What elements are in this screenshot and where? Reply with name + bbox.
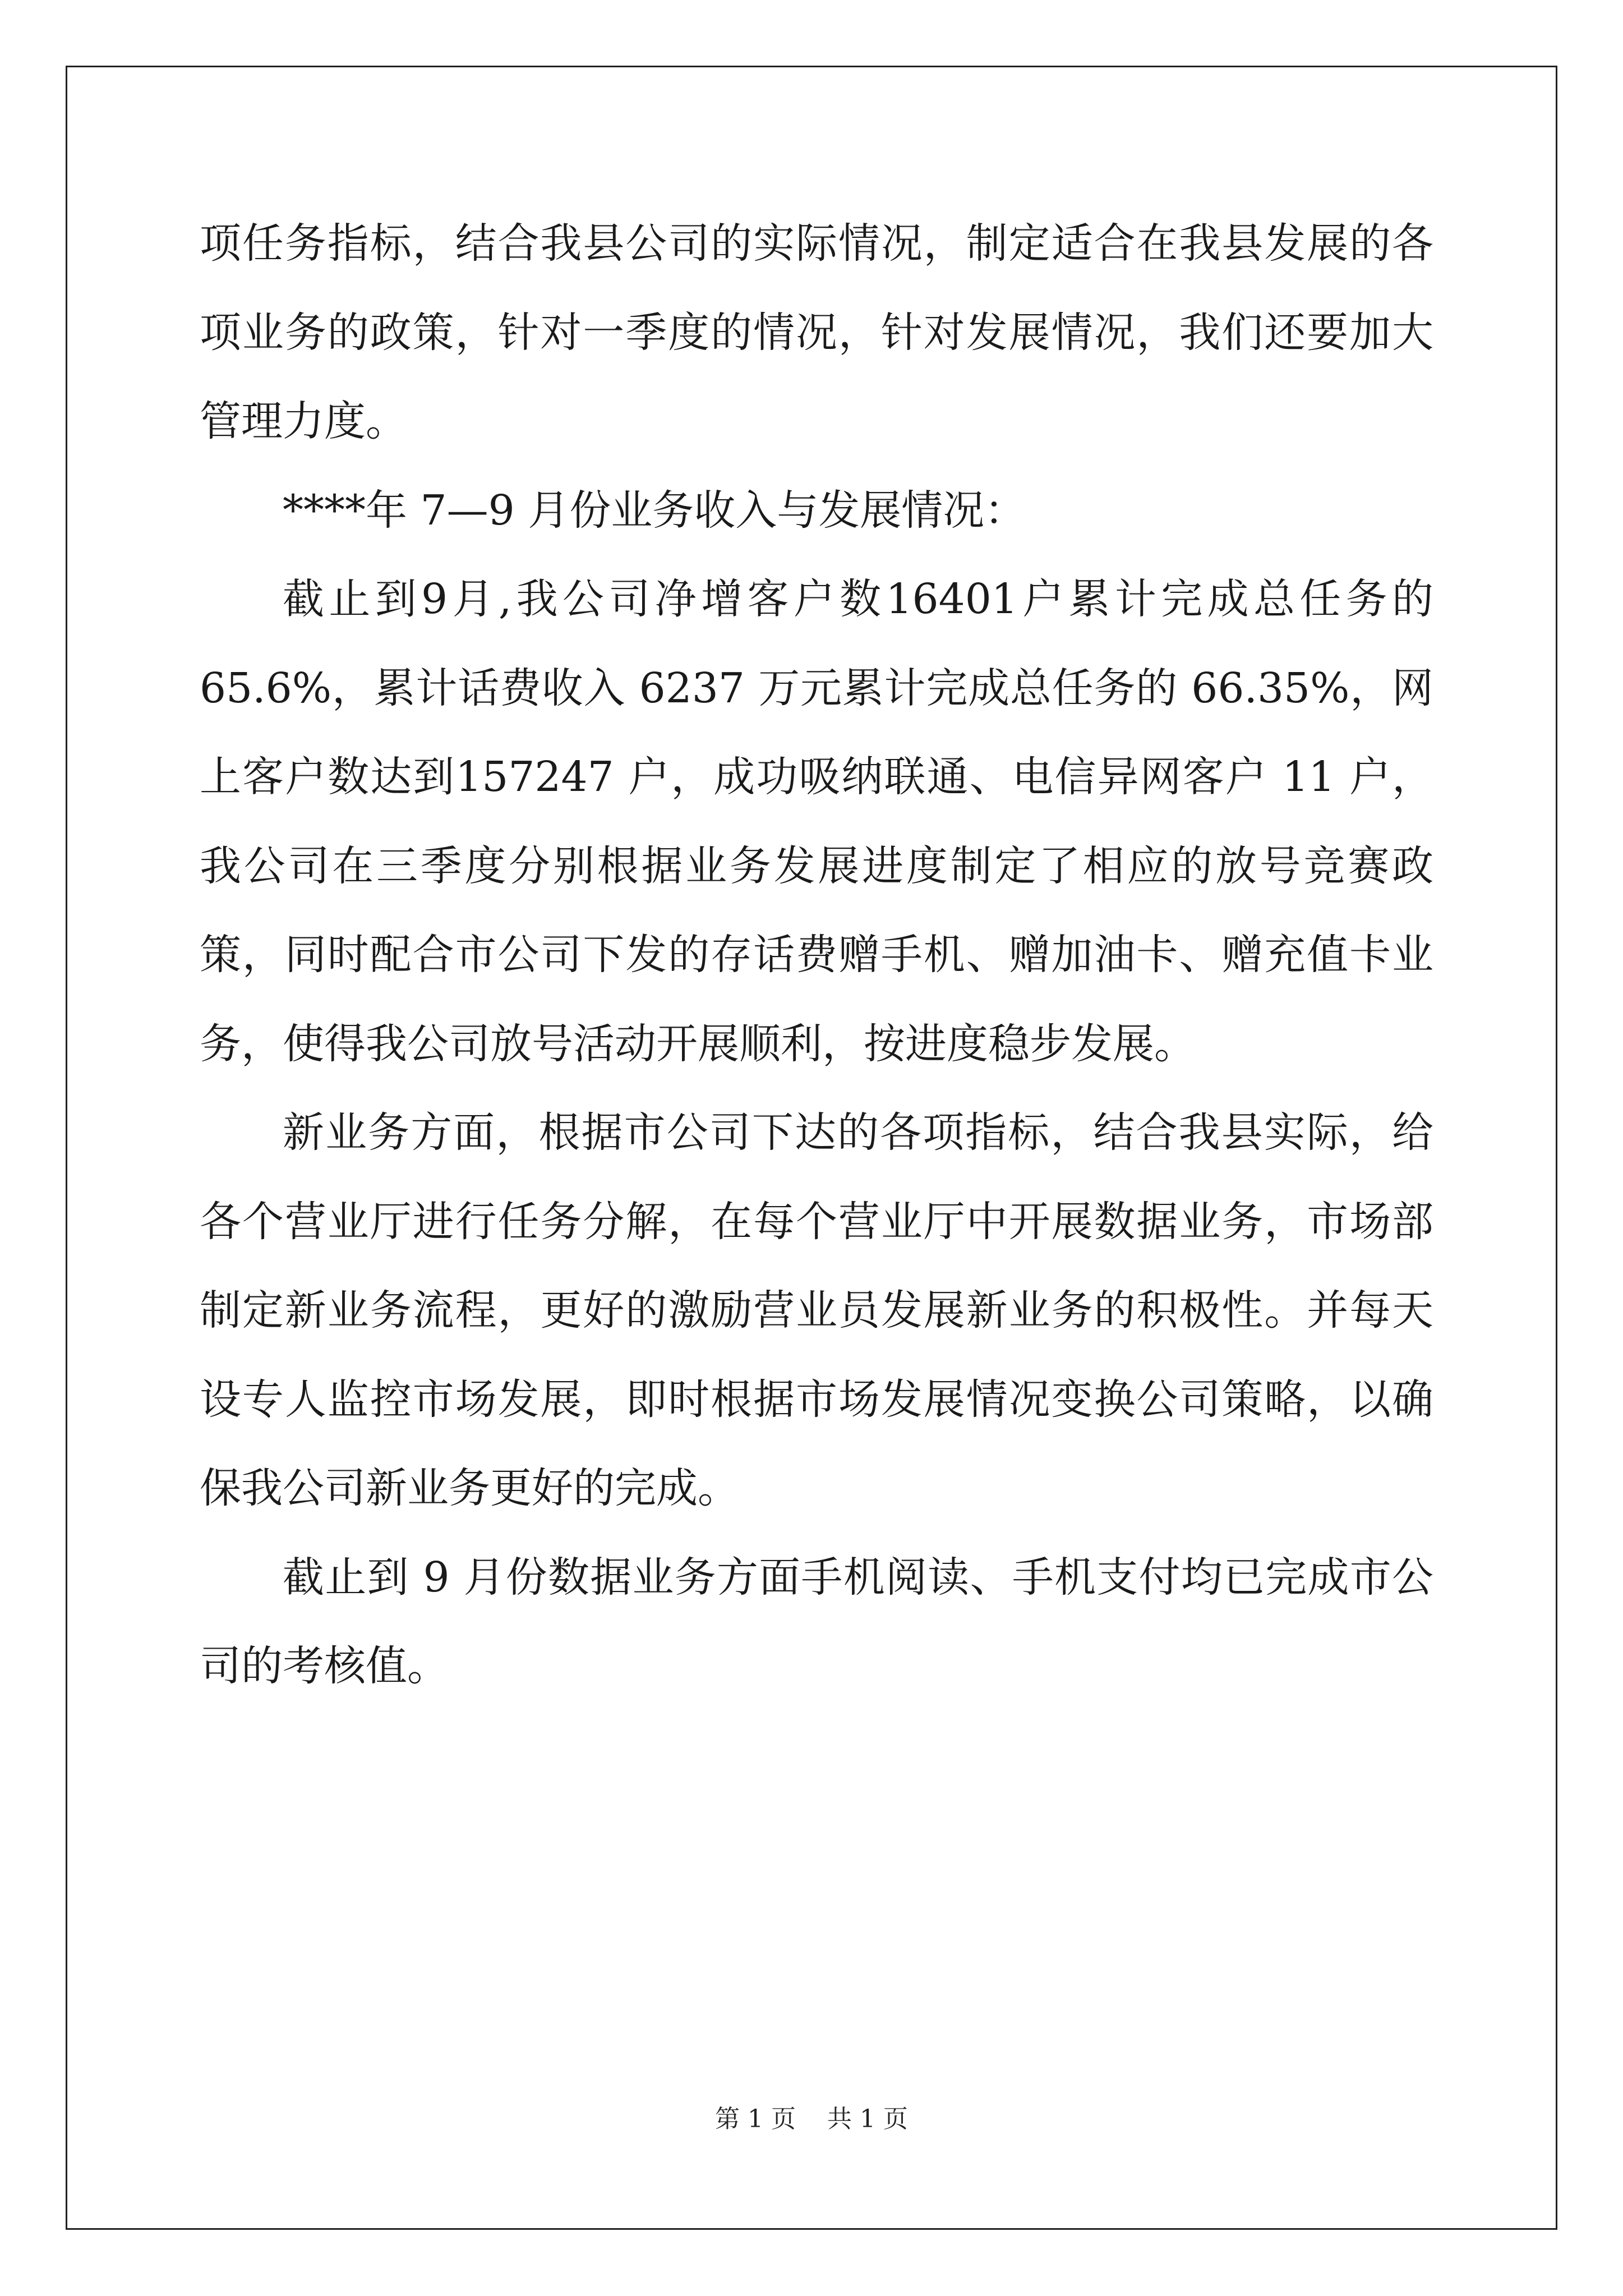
paragraph-continued: 项任务指标，结合我县公司的实际情况，制定适合在我县发展的各项业务的政策，针对一季度的情况，针对发展情况，我们还要加大管理力度。 <box>200 219 1433 445</box>
paragraph-customer-stats: 截止到9月,我公司净增客户数16401户累计完成总任务的65.6%，累计话费收入 6237 万元累计完成总任务的 66.35%，网上客户数达到157247 户，成功吸纳联通、电信异网客户 11 户，我公司在三季度分别根据业务发展进度制定了相应的放号竞赛政策，同时配合市公司下发的存话费赠手机、赠加油卡、赠充值卡业务，使得我公司放号活动开展顺利，按进度稳步发展。 <box>200 575 1433 1068</box>
paragraph-new-business: 新业务方面，根据市公司下达的各项指标，结合我县实际，给各个营业厅进行任务分解，在每个营业厅中开展数据业务，市场部制定新业务流程，更好的激励营业员发展新业务的积极性。并每天设专人监控市场发展，即时根据市场发展情况变换公司策略，以确保我公司新业务更好的完成。 <box>200 1108 1433 1512</box>
page-total: 共 1 页 <box>827 2105 908 2133</box>
page-footer <box>0 2102 1623 2136</box>
page-number: 第 1 页 <box>715 2105 796 2133</box>
document-body <box>200 199 1433 1711</box>
paragraph-data-business: 截止到 9 月份数据业务方面手机阅读、手机支付均已完成市公司的考核值。 <box>200 1553 1433 1690</box>
paragraph-section-heading: ****年 7—9 月份业务收入与发展情况： <box>283 486 1026 535</box>
